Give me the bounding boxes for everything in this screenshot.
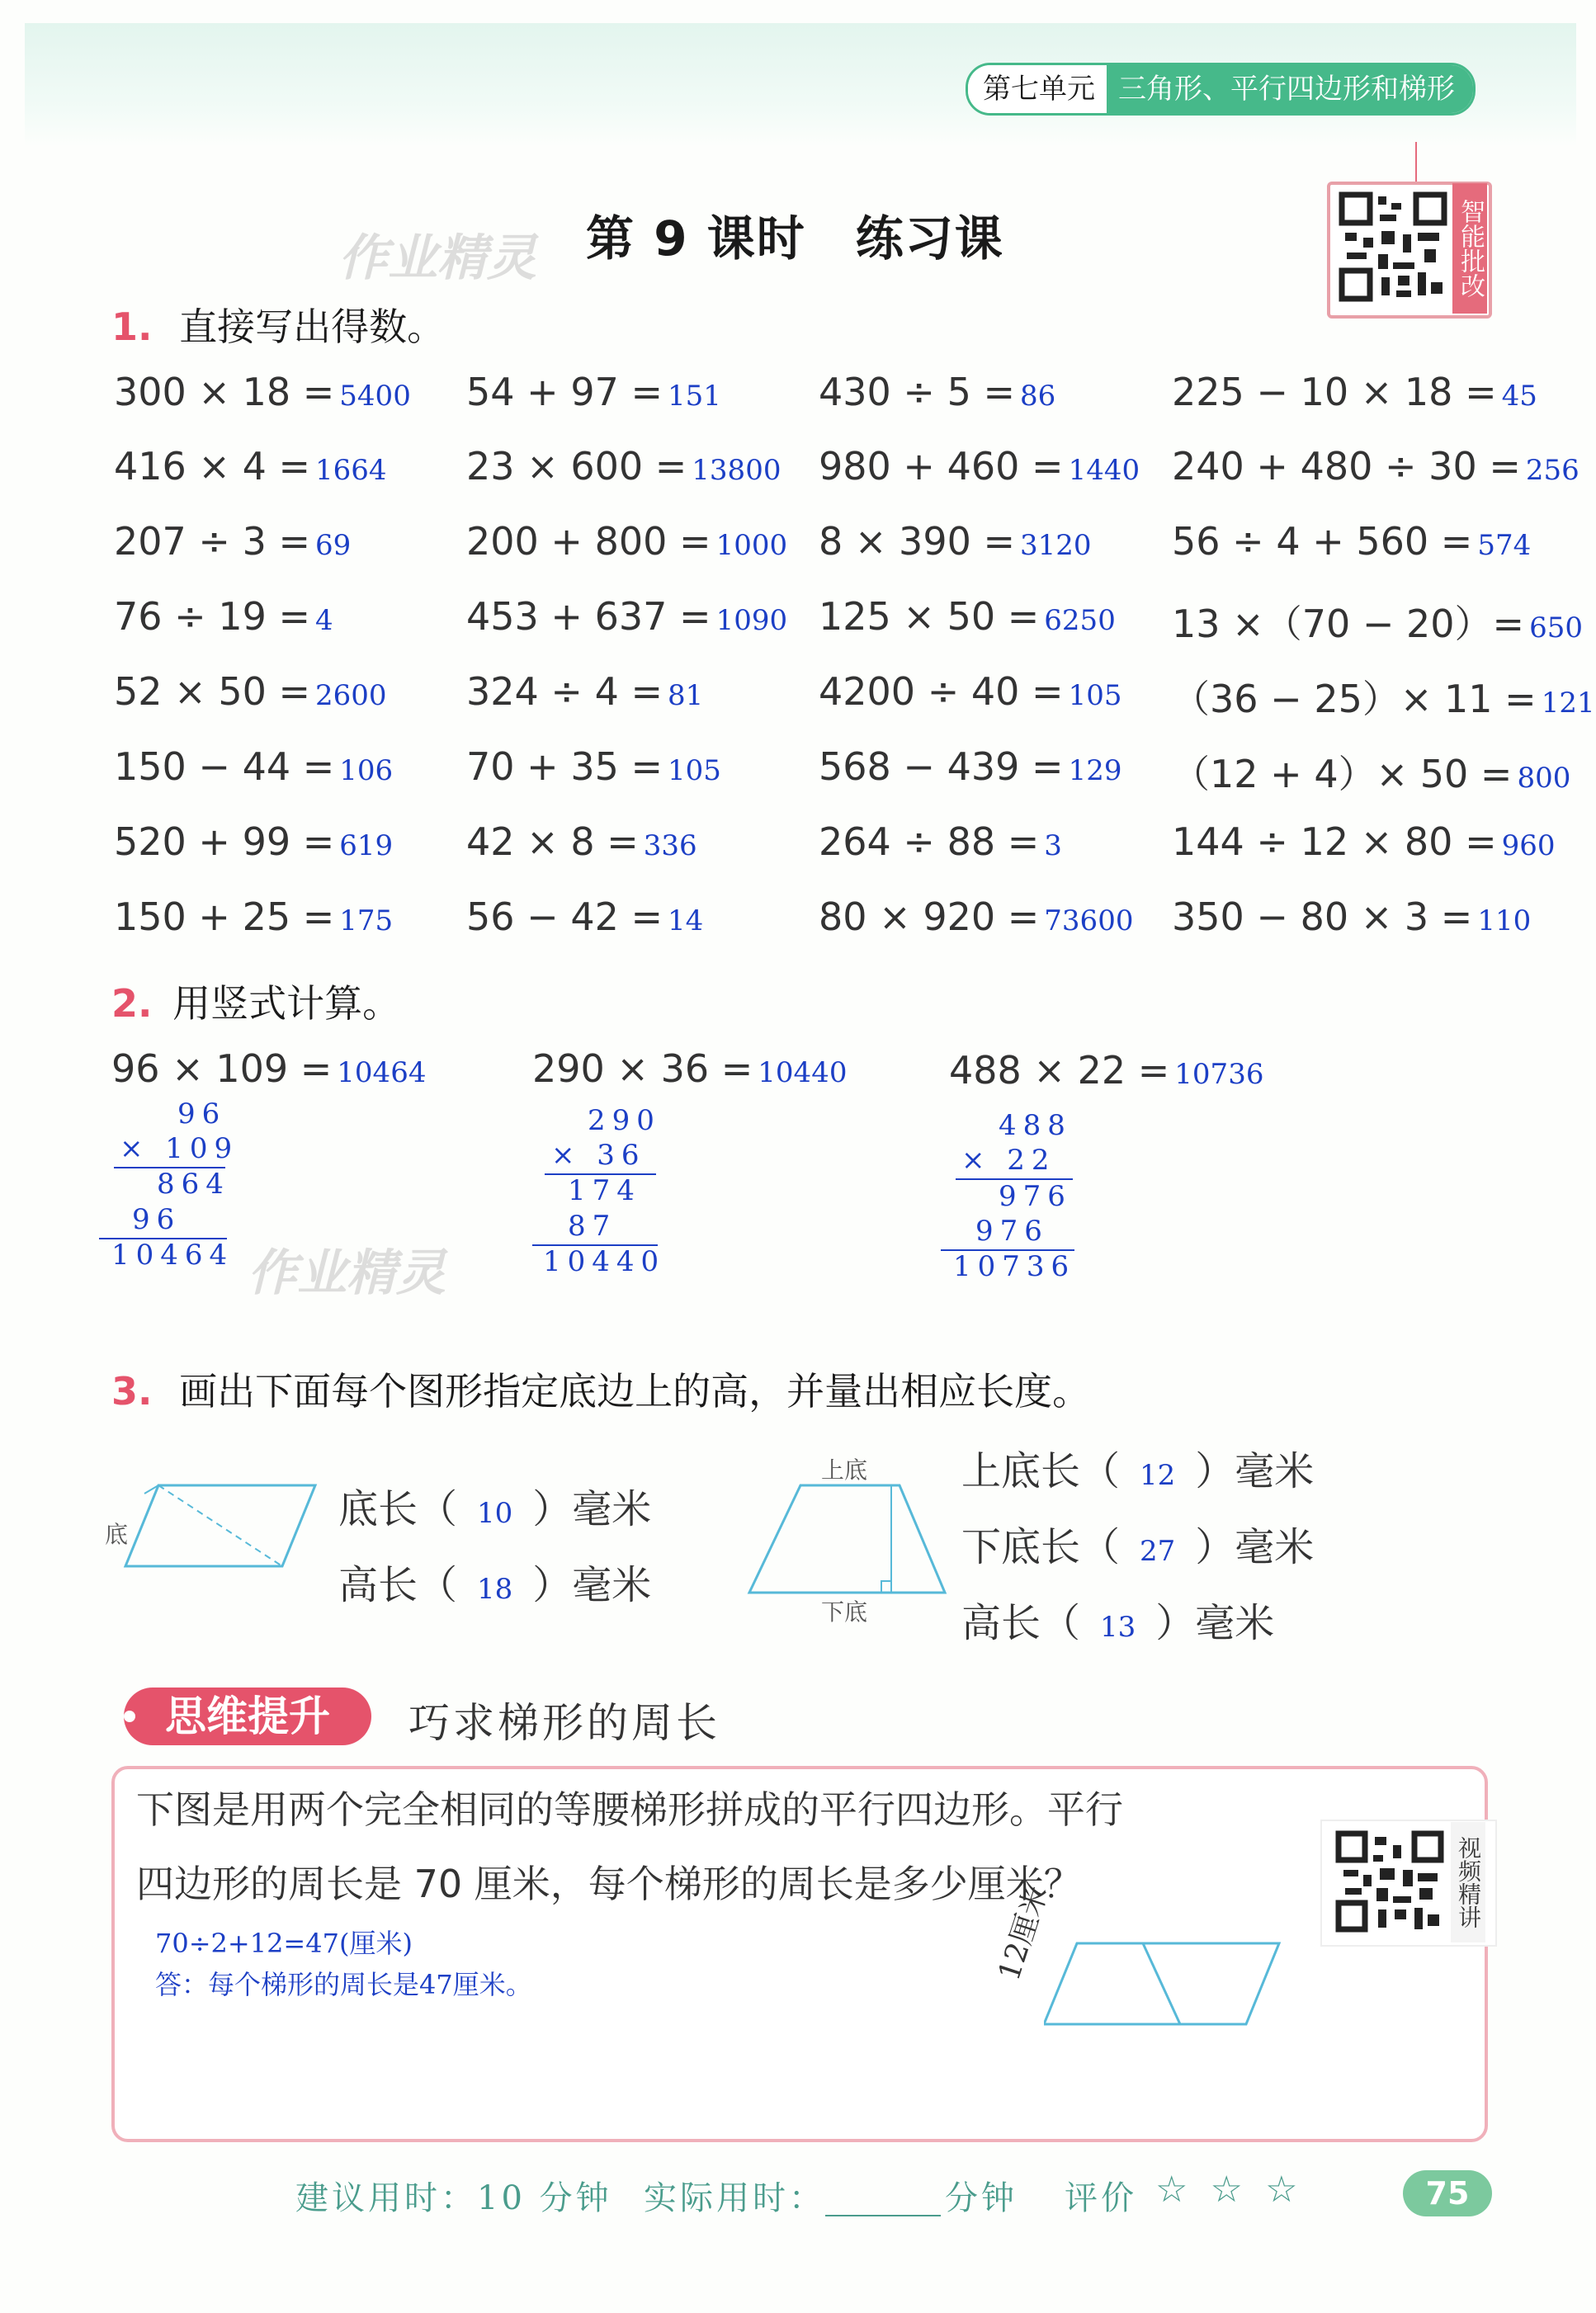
calc-answer: 650 — [1529, 611, 1584, 644]
calc-answer: 121 — [1541, 687, 1595, 720]
calc-answer: 5400 — [339, 380, 411, 413]
qr-code-icon[interactable] — [1339, 191, 1447, 302]
calc-item — [466, 895, 703, 939]
watermark: 作业精灵 — [338, 229, 536, 287]
calc-question: 56 − 42 = — [466, 895, 663, 939]
calc-question: 52 × 50 = — [114, 669, 311, 714]
calc-item — [466, 669, 703, 714]
side-length-label: 12厘米 — [992, 1881, 1055, 1985]
calc-answer: 1664 — [315, 454, 387, 487]
qr-label: 智能批改 — [1452, 183, 1487, 314]
calc-item — [1172, 519, 1531, 564]
page-number: 75 — [1403, 2170, 1492, 2216]
vertical-problem: 290 × 36 = 10440 — [532, 1046, 848, 1091]
calc-question: 264 ÷ 88 = — [819, 819, 1040, 864]
star-icon[interactable]: ☆ — [1210, 2169, 1243, 2211]
qr-hanger — [1415, 142, 1417, 183]
calc-item — [1172, 895, 1531, 939]
vertical-line: 10464 — [111, 1239, 234, 1272]
actual-time-blank[interactable] — [825, 2215, 941, 2216]
calc-answer: 129 — [1068, 754, 1122, 787]
top-base-label: 上底 — [821, 1456, 868, 1484]
calc-question: 324 ÷ 4 = — [466, 669, 663, 714]
vertical-line: 10736 — [953, 1250, 1076, 1283]
badge-dot — [124, 1711, 135, 1722]
trap-height-length: 高长（ 13 ）毫米 — [961, 1600, 1275, 1646]
actual-time-unit: 分钟 — [945, 2179, 1018, 2217]
trap-top-length: 上底长（ 12 ）毫米 — [961, 1448, 1315, 1494]
section3-heading: 3. 画出下面每个图形指定底边上的高，并量出相应长度。 — [111, 1369, 1091, 1414]
vertical-line: 87 — [568, 1210, 617, 1243]
thinking-badge: 思维提升 — [124, 1688, 371, 1745]
calc-item — [114, 594, 333, 639]
suggested-time: 建议用时：10 分钟 — [295, 2179, 612, 2217]
calc-item — [114, 819, 393, 864]
calc-question: 125 × 50 = — [819, 594, 1040, 639]
para-height-length: 高长（ 18 ）毫米 — [338, 1562, 652, 1608]
calc-item — [819, 895, 1133, 939]
problem-line: 下图是用两个完全相同的等腰梯形拼成的平行四边形。平行 — [136, 1787, 1123, 1832]
calc-item — [114, 744, 393, 789]
vertical-line: × 109 — [120, 1132, 239, 1165]
calc-answer: 4 — [315, 604, 333, 637]
section1-heading: 1. 直接写出得数。 — [111, 304, 446, 349]
calc-item — [1172, 669, 1595, 724]
rating-stars[interactable] — [1155, 2169, 1298, 2211]
calc-item — [114, 519, 351, 564]
qr-label: 视频精讲 — [1451, 1822, 1485, 1942]
trapezoid-figure — [743, 1477, 957, 1601]
calc-question: 416 × 4 = — [114, 444, 311, 489]
calc-question: （12 + 4）× 50 = — [1172, 752, 1513, 796]
vertical-line: 864 — [157, 1168, 230, 1201]
calc-answer: 3 — [1044, 829, 1062, 862]
para-base-length: 底长（ 10 ）毫米 — [338, 1486, 652, 1532]
trap-bottom-length: 下底长（ 27 ）毫米 — [961, 1524, 1315, 1570]
parallelogram-figure — [99, 1477, 330, 1584]
thinking-subtitle: 巧求梯形的周长 — [408, 1699, 720, 1747]
calc-item — [466, 519, 787, 564]
calc-answer: 256 — [1525, 454, 1579, 487]
calc-question: 42 × 8 = — [466, 819, 639, 864]
calc-answer: 6250 — [1044, 604, 1116, 637]
calc-question: 350 − 80 × 3 = — [1172, 895, 1473, 939]
calc-item — [1172, 370, 1537, 414]
calc-answer: 105 — [1068, 679, 1122, 712]
calc-item — [114, 895, 393, 939]
vertical-line: 976 — [999, 1180, 1072, 1213]
calc-answer: 13800 — [692, 454, 781, 487]
vertical-line: 174 — [568, 1174, 641, 1207]
calc-answer: 574 — [1477, 529, 1532, 562]
calc-question: 13 ×（70 − 20）= — [1172, 602, 1525, 646]
calc-question: 225 − 10 × 18 = — [1172, 370, 1497, 414]
actual-time-label: 实际用时： — [644, 2179, 825, 2217]
calc-item — [819, 519, 1092, 564]
calc-answer: 2600 — [315, 679, 387, 712]
calc-answer: 14 — [668, 904, 704, 937]
section2-heading: 2. 用竖式计算。 — [111, 981, 401, 1026]
lesson-title: 第 9 课时 练习课 — [586, 210, 1004, 267]
vertical-line: 290 — [588, 1104, 661, 1137]
vertical-problem: 96 × 109 = 10464 — [111, 1046, 427, 1091]
calc-item — [466, 444, 781, 489]
calc-item — [466, 819, 697, 864]
calc-answer: 73600 — [1044, 904, 1134, 937]
vertical-line: 488 — [999, 1109, 1072, 1142]
calc-question: 8 × 390 = — [819, 519, 1016, 564]
calc-answer: 1090 — [715, 604, 788, 637]
calc-item — [466, 370, 721, 414]
calc-answer: 45 — [1501, 380, 1537, 413]
star-icon[interactable]: ☆ — [1155, 2169, 1188, 2211]
side-label: 底 — [105, 1521, 129, 1548]
vertical-line: × 36 — [551, 1139, 646, 1172]
calc-answer: 1440 — [1068, 454, 1140, 487]
calc-answer: 800 — [1517, 762, 1571, 795]
calc-question: 4200 ÷ 40 = — [819, 669, 1064, 714]
calc-item — [819, 819, 1062, 864]
vertical-line: 976 — [975, 1215, 1049, 1248]
calc-question: 23 × 600 = — [466, 444, 687, 489]
qr-code-icon[interactable] — [1335, 1830, 1444, 1933]
calc-question: 568 − 439 = — [819, 744, 1064, 789]
calc-question: 144 ÷ 12 × 80 = — [1172, 819, 1497, 864]
calc-question: 240 + 480 ÷ 30 = — [1172, 444, 1521, 489]
star-icon[interactable]: ☆ — [1265, 2169, 1298, 2211]
unit-label: 第七单元 — [968, 65, 1107, 113]
calc-item — [819, 444, 1140, 489]
calc-answer: 175 — [339, 904, 394, 937]
calc-answer: 81 — [668, 679, 704, 712]
calc-item — [819, 370, 1055, 414]
calc-answer: 151 — [668, 380, 721, 413]
calc-answer: 336 — [643, 829, 697, 862]
composed-parallelogram-figure — [1044, 1935, 1291, 2034]
calc-question: 453 + 637 = — [466, 594, 711, 639]
calc-question: 520 + 99 = — [114, 819, 335, 864]
calc-question: 207 ÷ 3 = — [114, 519, 311, 564]
problem-line: 四边形的周长是 70 厘米，每个梯形的周长是多少厘米？ — [136, 1862, 1082, 1906]
calc-item — [114, 444, 387, 489]
rating-label: 评价 — [1065, 2179, 1137, 2217]
calc-answer: 3120 — [1020, 529, 1092, 562]
calc-answer: 106 — [339, 754, 394, 787]
calc-answer: 110 — [1477, 904, 1532, 937]
calc-question: 430 ÷ 5 = — [819, 370, 1016, 414]
unit-badge — [966, 63, 1476, 116]
calc-answer: 86 — [1020, 380, 1056, 413]
unit-title: 三角形、平行四边形和梯形 — [1107, 65, 1473, 113]
calc-item — [1172, 594, 1583, 649]
solution-line: 70÷2+12=47(厘米) — [155, 1928, 413, 1959]
calc-question: 980 + 460 = — [819, 444, 1064, 489]
calc-question: 150 + 25 = — [114, 895, 335, 939]
bottom-base-label: 下底 — [821, 1598, 868, 1626]
vertical-line: 96 — [177, 1097, 227, 1131]
calc-question: 200 + 800 = — [466, 519, 711, 564]
vertical-problem: 488 × 22 = 10736 — [949, 1048, 1264, 1093]
calc-item — [819, 744, 1121, 789]
calc-item — [1172, 444, 1579, 489]
calc-item — [819, 669, 1121, 714]
calc-question: 150 − 44 = — [114, 744, 335, 789]
calc-question: 54 + 97 = — [466, 370, 663, 414]
calc-answer: 960 — [1501, 829, 1556, 862]
calc-question: 56 ÷ 4 + 560 = — [1172, 519, 1473, 564]
calc-question: （36 − 25）× 11 = — [1172, 677, 1537, 721]
calc-question: 80 × 920 = — [819, 895, 1040, 939]
calc-item — [466, 744, 721, 789]
calc-item — [1172, 744, 1570, 799]
vertical-line: 96 — [132, 1203, 182, 1236]
calc-answer: 1000 — [715, 529, 788, 562]
calc-answer: 105 — [668, 754, 721, 787]
vertical-line: 10440 — [543, 1245, 666, 1278]
calc-item — [819, 594, 1116, 639]
calc-item — [114, 669, 387, 714]
calc-question: 76 ÷ 19 = — [114, 594, 311, 639]
solution-line: 答：每个梯形的周长是47厘米。 — [155, 1969, 532, 2000]
vertical-line: × 22 — [961, 1144, 1056, 1177]
calc-answer: 69 — [315, 529, 352, 562]
calc-item — [466, 594, 787, 639]
calc-question: 70 + 35 = — [466, 744, 663, 789]
calc-question: 300 × 18 = — [114, 370, 335, 414]
calc-item — [114, 370, 411, 414]
calc-answer: 619 — [339, 829, 394, 862]
watermark: 作业精灵 — [248, 1244, 446, 1302]
calc-item — [1172, 819, 1556, 864]
